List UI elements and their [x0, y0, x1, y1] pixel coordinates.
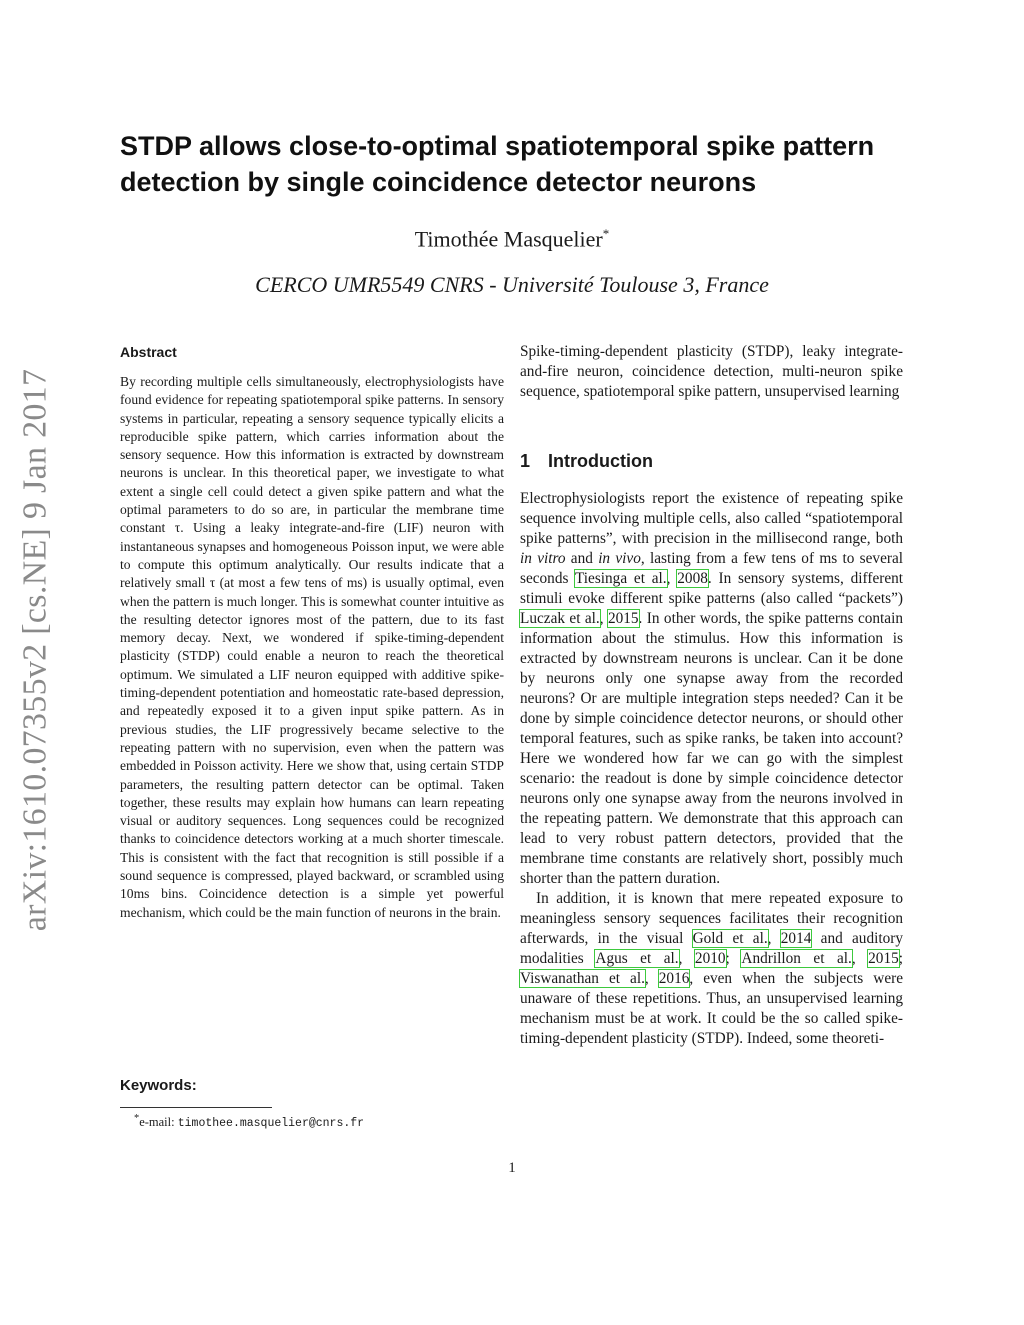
citation-link[interactable]: 2010 [694, 950, 726, 967]
section-title: Introduction [548, 451, 653, 471]
section-heading [520, 451, 653, 472]
text-run: ; [898, 950, 903, 967]
paper-title: STDP allows close-to-optimal spatiotemporal spike pattern detection by single coincidence detector neurons [120, 131, 875, 197]
citation-link[interactable]: Tiesinga et al. [574, 570, 667, 587]
footnote-label: e-mail: [139, 1115, 175, 1130]
text-run: , [644, 970, 659, 987]
citation-link[interactable]: Gold et al. [692, 930, 768, 947]
affiliation: CERCO UMR5549 CNRS - Université Toulouse 3, France [255, 272, 769, 297]
citation-link[interactable]: Luczak et al. [520, 610, 600, 627]
citation-link[interactable]: 2008 [677, 570, 708, 587]
footnote [134, 1113, 364, 1130]
text-run: ; [725, 950, 742, 967]
text-run: , even when the subjects were unaware of these repetitions. Thus, an unsupervised learning mechanism must be at work. It could be the so called spike-timing-dependent plasticity (STDP). Indeed, some theoreti- [520, 970, 903, 1047]
text-run: and auditory modalities [520, 930, 903, 967]
citation-link[interactable]: Viswanathan et al. [520, 970, 645, 987]
footnote-email[interactable]: timothee.masquelier@cnrs.fr [177, 1117, 365, 1131]
citation-link[interactable]: 2015 [607, 610, 639, 627]
abstract-text: By recording multiple cells simultaneously, electrophysiologists have found evidence for repeating spatiotemporal spike patterns. In sensory systems in particular, repeating a sensory sequence typically elicits a reproducible spike pattern, which carries information about the sensory sequence. How this information is extracted by downstream neurons is unclear. In this theoretical paper, we investigate to what extent a single cell could detect a given spike pattern and what the optimal parameters to do so are, in particular the membrane time constant τ. Using a leaky integrate-and-fire (LIF) neuron with instantaneous synapses and homogeneous Poisson input, we were able to compute this optimum analytically. Our results indicate that a relatively small τ (at most a few tens of ms) is usually optimal, even when the pattern is much longer. This is somewhat counter intuitive as the resulting detector ignores most of the pattern, due to its fast memory decay. Next, we wondered if spike-timing-dependent plasticity (STDP) could enable a neuron to reach the theoretical optimum. We simulated a LIF neuron equipped with additive spike-timing-dependent potentiation and homeostatic rate-based depression, and repeatedly exposed it to a given input spike pattern. As in previous studies, the LIF progressively became selective to the repeating pattern with no supervision, even when the pattern was embedded in Poisson activity. Here we show that, using certain STDP parameters, the resulting pattern detector can be optimal. Taken together, these results may explain how humans can learn repeating visual or auditory sequences. Long sequences could be recognized thanks to coincidence detectors working at a much shorter timescale. This is consistent with the fact that recognition is still possible if a sound sequence is compressed, played backward, or scrambled using 10ms bins. Coincidence detection is a simple yet powerful mechanism, which could be the main function of neurons in the brain. [120, 374, 504, 920]
italic-run: in vivo [598, 550, 641, 567]
text-run: , [599, 610, 608, 627]
abstract-heading: Abstract [120, 344, 177, 360]
italic-run: in vitro [520, 550, 566, 567]
footnote-rule [120, 1107, 272, 1108]
author-line [0, 226, 1024, 252]
section-number: 1 [520, 451, 531, 471]
citation-link[interactable]: Agus et al. [595, 950, 679, 967]
footnote-mark: * [134, 1113, 140, 1124]
text-run: , [666, 570, 678, 587]
intro-paragraph-2 [520, 889, 903, 1049]
text-run: In addition, it is known that mere repeated exposure to meaningless sensory sequences facilitates their recognition afterwards, in the visual [520, 890, 903, 947]
page-number: 1 [508, 1160, 516, 1176]
citation-link[interactable]: Andrillon et al. [741, 950, 852, 967]
introduction-body [520, 489, 903, 1049]
keywords-text: Spike-timing-dependent plasticity (STDP), leaky integrate-and-fire neuron, coincidence detection, multi-neuron spike sequence, spatiotemporal spike pattern, unsupervised learning [520, 343, 903, 400]
arxiv-stamp: arXiv:1610.07355v2 [cs.NE] 9 Jan 2017 [16, 368, 54, 932]
text-run: . In sensory systems, different stimuli evoke different spike patterns (also called “packets”) [520, 570, 904, 607]
text-run: , [678, 950, 695, 967]
text-run: Electrophysiologists report the existence of repeating spike sequence involving multiple cells, also called “spatiotemporal spike patterns”, with precision in the millisecond range, both [520, 490, 903, 547]
text-run: , [851, 950, 869, 967]
intro-paragraph-1 [520, 489, 903, 889]
citation-link[interactable]: 2015 [868, 950, 899, 967]
text-run: and [565, 550, 599, 567]
arxiv-sidebar [0, 370, 70, 930]
text-run: , lasting from a few tens of ms to several seconds [520, 550, 903, 587]
citation-link[interactable]: 2014 [780, 930, 812, 947]
author-footnote-mark[interactable]: * [602, 226, 610, 241]
author-name: Timothée Masquelier [414, 226, 603, 252]
citation-link[interactable]: 2016 [658, 970, 690, 987]
text-run: , [767, 930, 781, 947]
text-run: . In other words, the spike patterns contain information about the stimulus. How this information is extracted by downstream neurons is unclear. Can it be done by neurons only one synapse away from the recorded neurons? Or are multiple integration steps needed? Can it be done by simple coincidence detector neurons, or should other temporal features, such as spike ranks, be taken into account? Here we wondered how far we can go with the simplest scenario: the readout is done by simple coincidence detector neurons only one synapse away from the neurons involved in the repeating pattern. We demonstrate that this approach can lead to very robust pattern detectors, provided that the membrane time constants are relatively short, possibly much shorter than the pattern duration. [520, 610, 903, 887]
keywords-heading: Keywords: [120, 1077, 197, 1094]
